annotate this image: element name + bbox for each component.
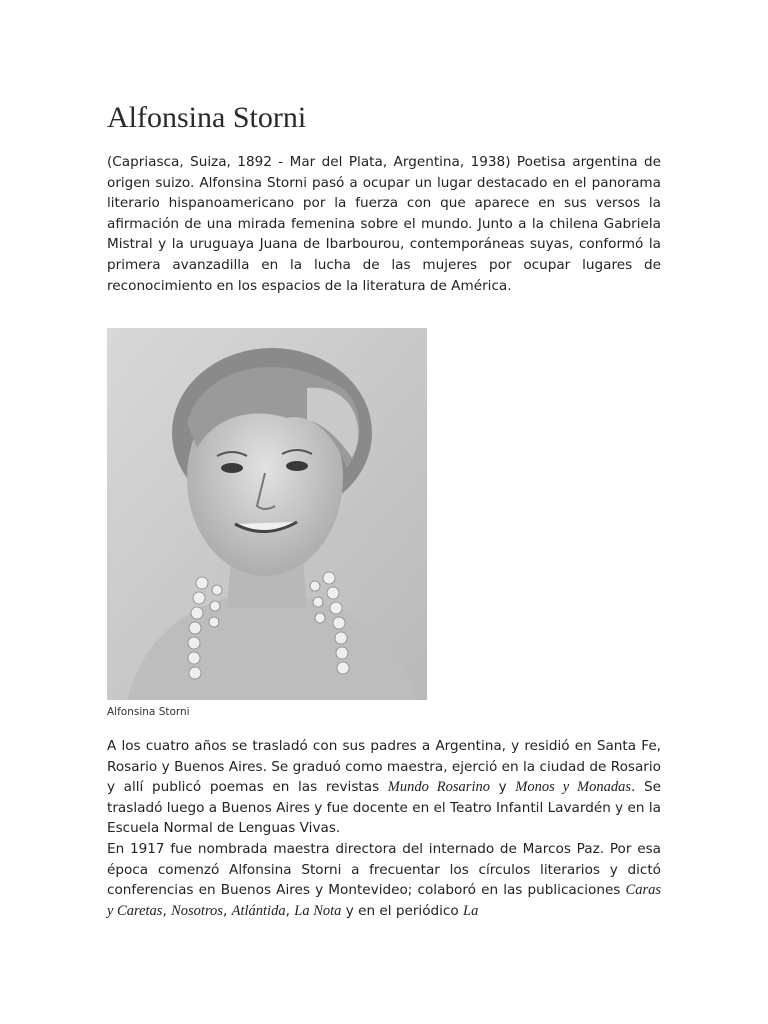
body-2-text-b: y en el periódico [341, 902, 464, 919]
body-paragraph-2 [107, 839, 661, 921]
body-2-sep-3: , [285, 902, 295, 919]
page-title: Alfonsina Storni [107, 101, 307, 134]
magazine-monos-y-monadas: Monos y Monadas [515, 779, 632, 796]
intro-paragraph: (Capriasca, Suiza, 1892 - Mar del Plata, Argentina, 1938) Poetisa argentina de origen suizo. Alfonsina Storni pasó a ocupar un lugar destacado en el panorama literario hispanoamericano por la fuerza con que aparece en sus versos la afirmación de una mirada femenina sobre el mundo. Junto a la chilena Gabriela Mistral y la uruguaya Juana de Ibarbourou, contemporáneas suyas, conformó la primera avanzadilla en la lucha de las mujeres por ocupar lugares de reconocimiento en los espacios de la literatura de América. [107, 154, 661, 294]
portrait-photo [107, 328, 427, 700]
body-2-sep-2: , [222, 902, 232, 919]
body-2-sep-1: , [162, 902, 172, 919]
publication-la: La [463, 902, 479, 919]
body-1-text-c: . Se trasladó luego a Buenos Aires y fue docente en el Teatro Infantil Lavardén y en la Escuela Normal de Lenguas Vivas. [107, 779, 661, 837]
publication-caras-y-caretas: Caras y Caretas [107, 882, 661, 919]
portrait-illustration [107, 328, 427, 700]
body-2-text-a: En 1917 fue nombrada maestra directora del internado de Marcos Paz. Por esa época comenzó Alfonsina Storni a frecuentar los círculos literarios y dictó conferencias en Buenos Aires y Montevideo; colaboró en las publicaciones [107, 841, 661, 899]
body-1-text-a: A los cuatro años se trasladó con sus padres a Argentina, y residió en Santa Fe, Rosario y Buenos Aires. Se graduó como maestra, ejerció en la ciudad de Rosario y allí publicó poemas en las revistas [107, 738, 661, 796]
photo-caption: Alfonsina Storni [107, 706, 190, 718]
publication-la-nota: La Nota [294, 902, 342, 919]
publication-atlantida: Atlántida [231, 902, 286, 919]
body-1-text-b: y [489, 779, 516, 796]
publication-nosotros: Nosotros [171, 902, 223, 919]
body-paragraph-1 [107, 736, 661, 839]
magazine-mundo-rosarino: Mundo Rosarino [387, 779, 490, 796]
